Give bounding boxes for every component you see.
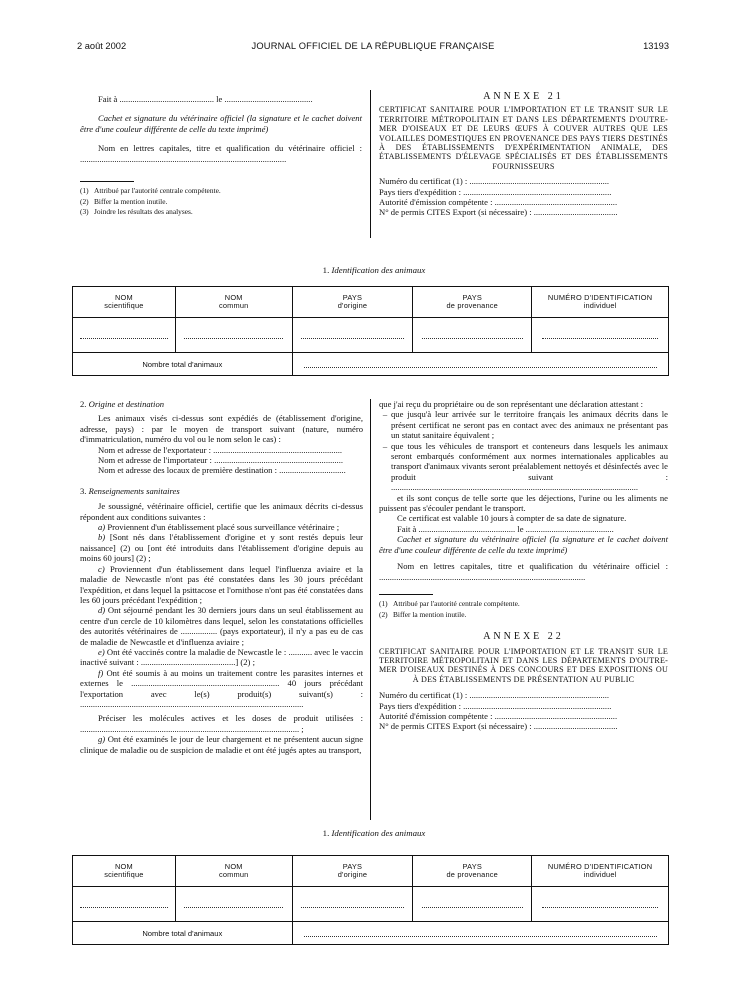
annex-21-caption: CERTIFICAT SANITAIRE POUR L'IMPORTATION ET LE TRANSIT SUR LE TERRITOIRE MÉTROPOLITAIN ET DANS LES DÉPARTEMENTS D'OUTRE-MER D'OISEAUX ET DE LEURS ŒUFS À COUVER AUTRES QUE LES VOLAILLES DOMESTIQUES EN PROVENANCE DES PAYS TIERS DESTINÉS À DES ÉTABLISSEMENTS D'EXPÉRIMENTATION ANIMALE, DES ÉTABLISSEMENTS D'ÉLEVAGE SPÉCIALISÉS ET DES ÉTABLISSEMENTS FOURNISSEURS: [379, 105, 668, 171]
footnote: (1) Attribué par l'autorité centrale compétente.: [379, 598, 520, 608]
column-divider: [370, 399, 371, 820]
condition-item: g) Ont été examinés le jour de leur chargement et ne présentent aucun signe clinique de maladie ou de suspicion de maladie et ont été jugés aptes au transport,: [80, 734, 364, 755]
declaration-intro: que j'ai reçu du propriétaire ou de son représentant une déclaration attestant :: [379, 399, 644, 409]
section-3-intro: Je soussigné, vétérinaire officiel, certifie que les animaux décrits ci-dessus répondent aux conditions suivantes :: [80, 501, 363, 522]
condition-item: f) Ont été soumis à au moins un traitement contre les parasites internes et externes le ..................................................................... 40 jours précédant l'exportation avec le(s) produit(s) suivant(s) : ........................................................................................................: [80, 667, 363, 709]
certificate-number-field: Numéro du certificat (1) : .................................................................: [379, 690, 610, 701]
certificate-number-field: Numéro du certificat (1) : .................................................................: [379, 176, 610, 187]
condition-item: b) [Sont nés dans l'établissement d'origine et y sont restés depuis leur naissance] (2) ou [ont été introduits dans l'établissement d'origine depuis au moins 60 jours] (2) ;: [80, 532, 364, 564]
validity-statement: Ce certificat est valable 10 jours à compter de sa date de signature.: [397, 513, 627, 524]
destination-line: Nom et adresse des locaux de première destination : ...............................: [98, 465, 346, 476]
table-cell[interactable]: [413, 318, 532, 353]
previous-annex-end: [80, 94, 362, 218]
condition-item: e) Ont été vaccinés contre la maladie de Newcastle le : ........... avec le vaccin inactivé suivant : ............................................] (2) ;: [80, 646, 363, 668]
declaration-suite: et ils sont conçus de telle sorte que les déjections, l'urine ou les aliments ne puissent pas s'écouler pendant le transport.: [379, 492, 668, 514]
section-3-heading: 3. Renseignements sanitaires: [80, 485, 180, 496]
total-label: Nombre total d'animaux: [73, 353, 293, 376]
fait-line: Fait à ............................................ le .........................................: [98, 94, 313, 104]
footnote: (2) Biffer la mention inutile.: [379, 609, 467, 619]
annex-21-header: [379, 92, 668, 218]
identification-title: 1. Identification des animaux: [322, 828, 426, 838]
left-column: [80, 399, 363, 755]
column-header: NUMÉRO D'IDENTIFICATION individuel: [532, 856, 669, 887]
annex-22-caption: CERTIFICAT SANITAIRE POUR L'IMPORTATION ET LE TRANSIT SUR LE TERRITOIRE MÉTROPOLITAIN ET DANS LES DÉPARTEMENTS D'OUTRE-MER D'OISEAUX DESTINÉS À DES CONCOURS ET DES EXPOSITIONS OU À DES ÉTABLISSEMENTS DE PRÉSENTATION AU PUBLIC: [379, 646, 668, 684]
importer-line: Nom et adresse de l'importateur : ............................................................: [98, 455, 344, 466]
cachet-note: Cachet et signature du vétérinaire officiel (la signature et le cachet doivent être d'une couleur différente de celle du texte imprimé): [379, 534, 668, 555]
dispatch-country-field: Pays tiers d'expédition : .....................................................................: [379, 186, 612, 197]
journal-title: JOURNAL OFFICIEL DE LA RÉPUBLIQUE FRANÇAISE: [251, 41, 495, 51]
table-cell[interactable]: [292, 887, 413, 922]
publication-date: 2 août 2002: [77, 41, 127, 51]
section-2-heading: 2. Origine et destination: [80, 399, 165, 409]
column-header: PAYS d'origine: [292, 287, 413, 318]
molecules-line: Préciser les molécules actives et les doses de produit utilisées : ...................................................................................................... ;: [80, 713, 363, 734]
column-header: NOM scientifique: [73, 287, 176, 318]
table-cell[interactable]: [175, 318, 292, 353]
page-number: 13193: [643, 41, 669, 51]
cachet-note: Cachet et signature du vétérinaire officiel (la signature et le cachet doivent être d'une couleur différente de celle du texte imprimé): [80, 113, 362, 134]
table-cell[interactable]: [532, 887, 669, 922]
table-row: [73, 887, 669, 922]
column-header: NOM scientifique: [73, 856, 176, 887]
column-header: PAYS d'origine: [292, 856, 413, 887]
footnote: (1) Attribué par l'autorité centrale compétente.: [80, 186, 221, 196]
declaration-item: – que jusqu'à leur arrivée sur le territoire français les animaux décrits dans le présent certificat ne seront pas en contact avec des animaux ne présentant pas un statut sanitaire équivalent ;: [382, 409, 668, 441]
footnote: (3) Joindre les résultats des analyses.: [80, 207, 193, 217]
vet-name-line: Nom en lettres capitales, titre et qualification du vétérinaire officiel : ................................................................................................: [80, 143, 362, 164]
total-label: Nombre total d'animaux: [73, 922, 293, 945]
cites-permit-field: N° de permis CITES Export (si nécessaire) : .......................................: [379, 207, 618, 218]
section-2-intro: Les animaux visés ci-dessus sont expédiés de (établissement d'origine, adresse, pays) : par le moyen de transport suivant (nature, numéro d'immatriculation, numéro du vol ou le nom selon le cas) :: [80, 413, 363, 445]
column-header: NUMÉRO D'IDENTIFICATION individuel: [532, 287, 669, 318]
footnote-rule: [80, 181, 134, 182]
total-value[interactable]: [292, 922, 668, 945]
vet-name-line: Nom en lettres capitales, titre et qualification du vétérinaire officiel : ................................................................................................: [379, 561, 668, 582]
footnotes: [80, 186, 362, 218]
right-column: [379, 399, 668, 732]
identification-title: 1. Identification des animaux: [322, 265, 426, 275]
page-header: [77, 41, 669, 55]
table-cell[interactable]: [532, 318, 669, 353]
column-header: NOM commun: [175, 287, 292, 318]
column-header: NOM commun: [175, 856, 292, 887]
table-row: [73, 318, 669, 353]
issuing-authority-field: Autorité d'émission compétente : .........................................................: [379, 197, 618, 208]
condition-item: d) Ont séjourné pendant les 30 derniers jours dans un seul établissement au centre d'un cercle de 10 kilomètres dans lequel, selon les constatations officielles des autorités vétérinaires de ................. (pays exportateur), il n'y a pas eu de cas de maladie de Newcastle et d'influenza aviaire ;: [80, 605, 363, 647]
table-cell[interactable]: [73, 887, 176, 922]
cites-permit-field: N° de permis CITES Export (si nécessaire) : .......................................: [379, 721, 618, 732]
condition-item: a) Proviennent d'un établissement placé sous surveillance vétérinaire ;: [98, 522, 340, 533]
total-row: [73, 922, 669, 945]
annex-21-title: ANNEXE 21: [483, 91, 564, 102]
column-header: PAYS de provenance: [413, 856, 532, 887]
exporter-line: Nom et adresse de l'exportateur : ............................................................: [98, 444, 343, 455]
dispatch-country-field: Pays tiers d'expédition : .....................................................................: [379, 700, 612, 711]
condition-item: c) Proviennent d'un établissement dans lequel l'influenza aviaire et la maladie de Newcastle n'ont pas été constatées dans les 30 jours précédant l'expédition, et dans lequel la psittacose et l'ornithose n'ont pas été constatées dans les 60 jours précédant l'expédition ;: [80, 563, 363, 605]
footnote: (2) Biffer la mention inutile.: [80, 196, 168, 206]
fait-line: Fait à ............................................. le .........................................: [397, 523, 614, 534]
annex-22-title: ANNEXE 22: [483, 631, 564, 643]
total-value[interactable]: [292, 353, 668, 376]
footnote-rule: [379, 594, 433, 595]
declaration-item: – que tous les véhicules de transport et conteneurs dans lesquels les animaux seront embarqués conformément aux normes internationales applicables au transport d'animaux vivants seront préalablement nettoyés et désinfectés avec le produit suivant : ...................................................................................................................: [382, 440, 668, 493]
footnotes: [379, 599, 668, 620]
table-cell[interactable]: [175, 887, 292, 922]
table-cell[interactable]: [73, 318, 176, 353]
column-divider: [370, 90, 371, 238]
issuing-authority-field: Autorité d'émission compétente : .........................................................: [379, 710, 618, 721]
table-cell[interactable]: [413, 887, 532, 922]
animals-table-annex-22: [72, 855, 669, 945]
animals-table-annex-21: [72, 286, 669, 376]
table-cell[interactable]: [292, 318, 413, 353]
column-header: PAYS de provenance: [413, 287, 532, 318]
total-row: [73, 353, 669, 376]
